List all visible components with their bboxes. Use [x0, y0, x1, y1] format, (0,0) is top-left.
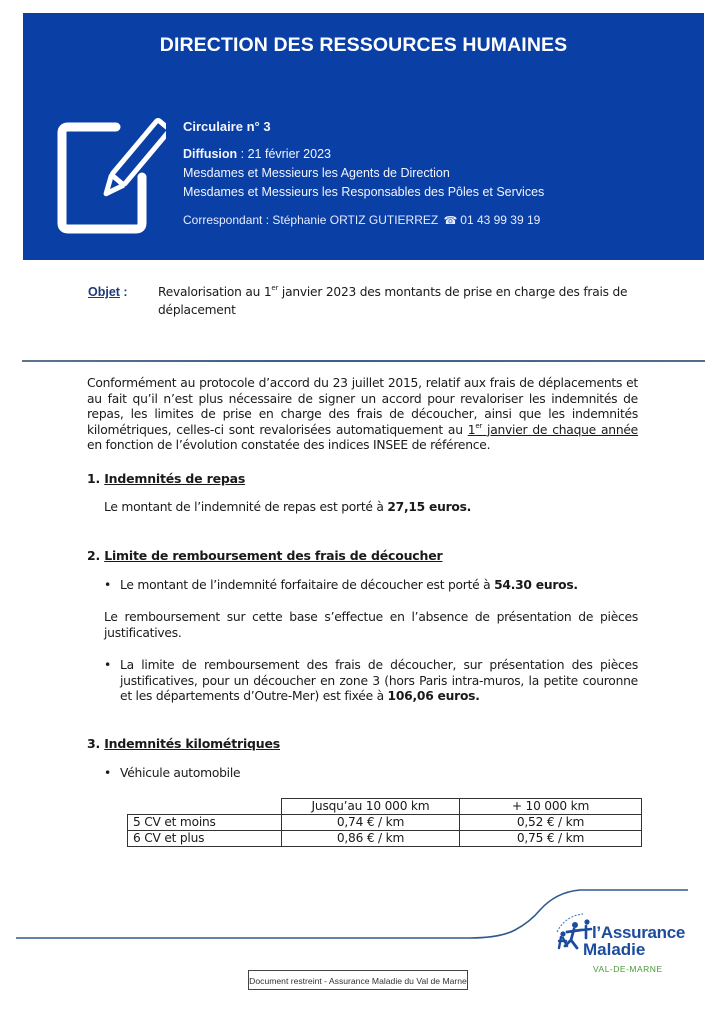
- recipient-line: Mesdames et Messieurs les Agents de Direction: [183, 166, 450, 180]
- subject-text: [158, 283, 648, 319]
- superscript: er: [475, 421, 483, 430]
- subject-text-part: Revalorisation au 1: [158, 285, 272, 299]
- section-title-decoucher: [87, 548, 442, 563]
- repas-amount: 27,15 euros.: [387, 500, 472, 514]
- logo-text-assurance: l’Assurance: [592, 923, 686, 942]
- section-number: 3.: [87, 736, 105, 751]
- repas-paragraph: [104, 500, 644, 516]
- section-title-text: Indemnités kilométriques: [104, 736, 280, 751]
- intro-underlined-text: 1: [467, 422, 476, 437]
- table-cell: 0,75 € / km: [460, 831, 642, 847]
- section-number: 2.: [87, 548, 105, 563]
- decoucher-limit-amount: 106,06 euros.: [387, 689, 480, 704]
- correspondant-label: Correspondant :: [183, 213, 273, 227]
- phone-number: 01 43 99 39 19: [460, 213, 541, 227]
- mileage-rate-table: [127, 798, 642, 847]
- table-cell: 6 CV et plus: [128, 831, 282, 847]
- bullet-text: Véhicule automobile: [120, 766, 241, 780]
- table-row: [128, 815, 642, 831]
- bullet-text: La limite de remboursement des frais de découcher, sur présentation des pièces justificatives, pour un découcher en zone 3 (hors Paris intra-muros, la petite couronne et les départements d’Outre-Mer) est fixée à: [120, 658, 638, 704]
- section-title-text: Limite de remboursement des frais de découcher: [104, 548, 443, 563]
- intro-paragraph: [87, 376, 638, 454]
- logo-text-maladie: Maladie: [583, 940, 646, 959]
- section-number: 1.: [87, 471, 105, 486]
- subject-label-text: Objet: [88, 285, 120, 299]
- table-header-cell: Jusqu’au 10 000 km: [282, 799, 460, 815]
- table-cell: 5 CV et moins: [128, 815, 282, 831]
- intro-underlined: [468, 423, 638, 437]
- bullet-icon: •: [104, 658, 112, 672]
- intro-underlined-text: janvier de chaque année: [482, 422, 638, 437]
- superscript: er: [271, 284, 279, 292]
- header-band: [23, 13, 704, 260]
- table-cell: 0,52 € / km: [460, 815, 642, 831]
- circular-number: Circulaire n° 3: [183, 119, 271, 134]
- diffusion-date: 21 février 2023: [247, 147, 331, 161]
- repas-text: Le montant de l’indemnité de repas est porté à: [104, 500, 388, 514]
- divider: [22, 360, 705, 362]
- bullet-item: [104, 766, 404, 782]
- restricted-document-notice: Document restreint - Assurance Maladie du Val de Marne: [248, 970, 468, 990]
- correspondant-name: Stéphanie ORTIZ GUTIERREZ: [272, 213, 439, 227]
- table-header-cell: + 10 000 km: [460, 799, 642, 815]
- bullet-text: Le montant de l’indemnité forfaitaire de découcher est porté à: [120, 578, 495, 592]
- diffusion-line: [183, 145, 544, 164]
- section-title-kilometriques: [87, 736, 280, 751]
- table-cell: 0,74 € / km: [282, 815, 460, 831]
- circular-info: [183, 117, 544, 231]
- intro-text: en fonction de l’évolution constatée des indices INSEE de référence.: [87, 438, 491, 453]
- diffusion-label: Diffusion: [183, 147, 238, 161]
- diffusion-separator: :: [237, 147, 248, 161]
- bullet-icon: •: [104, 766, 112, 780]
- phone-icon: ☎: [443, 215, 458, 227]
- recipient-line: Mesdames et Messieurs les Responsables des Pôles et Services: [183, 185, 545, 199]
- bullet-icon: •: [104, 578, 112, 592]
- decoucher-forfait-amount: 54.30 euros.: [494, 578, 578, 592]
- intro-text: Conformément au protocole d’accord du 23 juillet 2015, relatif aux frais de déplacements et au fait qu’il n’est plus nécessaire de signer un accord pour revaloriser les indemnités de repas, les limites de prise en charge des frais de découcher, ainsi que les indemnités kilométriques, celles-ci sont revalorisées automatiquement au: [87, 376, 638, 437]
- edit-document-icon: [56, 115, 166, 235]
- table-header-row: [128, 799, 642, 815]
- bullet-item: [104, 578, 638, 594]
- decoucher-note: Le remboursement sur cette base s’effectue en l’absence de présentation de pièces justificatives.: [104, 610, 638, 640]
- subject-label-sep: :: [119, 285, 128, 299]
- table-header-cell: [128, 799, 282, 815]
- logo-text-region: VAL-DE-MARNE: [593, 964, 663, 974]
- department-title: DIRECTION DES RESSOURCES HUMAINES: [159, 34, 568, 56]
- table-cell: 0,86 € / km: [282, 831, 460, 847]
- table-row: [128, 831, 642, 847]
- subject-text-part: janvier 2023 des montants de prise en charge des frais de déplacement: [158, 285, 628, 317]
- section-title-text: Indemnités de repas: [104, 471, 246, 486]
- section-title-repas: [87, 471, 245, 486]
- correspondant-line: [183, 211, 544, 231]
- bullet-item: [104, 658, 638, 705]
- subject-label: [88, 283, 128, 301]
